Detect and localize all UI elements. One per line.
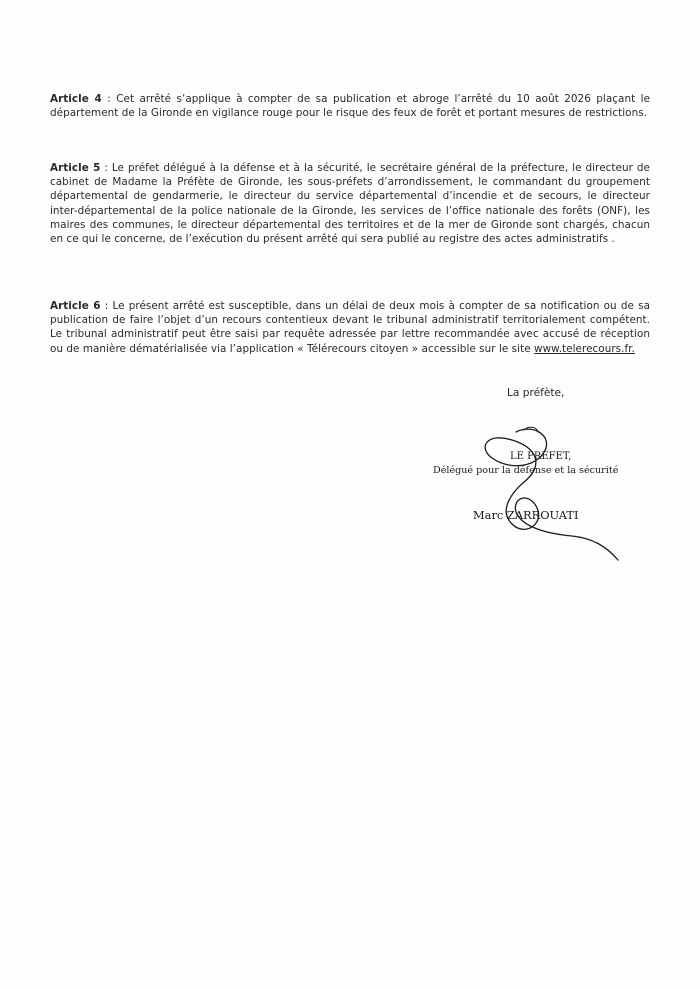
article-6-text: : Le présent arrêté est susceptible, dans un délai de deux mois à compter de sa notification ou de sa publication de faire l’objet d’un recours contentieux devant le tribunal administratif territorialement compétent. Le tribunal administratif peut être saisi par requête adressée par lettre recommandée avec accusé de réception ou de manière dématérialisée via l’application « Télérecours citoyen » accessible sur le site	[50, 300, 650, 355]
signatory-title: LE PREFET,	[510, 451, 572, 462]
article-5	[50, 161, 650, 246]
signature-block	[420, 420, 650, 570]
article-4-label: Article 4	[50, 93, 102, 105]
signatory-role: Délégué pour la défense et la sécurité	[433, 465, 619, 476]
article-6-label: Article 6	[50, 300, 101, 312]
article-5-label: Article 5	[50, 162, 101, 174]
telerecours-link[interactable]: www.telerecours.fr.	[534, 342, 635, 355]
article-6	[50, 299, 650, 356]
signatory-name: Marc ZARROUATI	[473, 508, 579, 522]
article-4	[50, 92, 650, 120]
handwritten-signature-icon	[420, 420, 650, 570]
article-5-text: : Le préfet délégué à la défense et à la sécurité, le secrétaire général de la préfecture, le directeur de cabinet de Madame la Préfète de Gironde, les sous-préfets d’arrondissement, le commandant du groupement départemental de gendarmerie, le directeur du service départemental d’incendie et de secours, le directeur inter-départemental de la police nationale de la Gironde, les services de l’office nationale des forêts (ONF), les maires des communes, le directeur départemental des territoires et de la mer de Gironde sont chargés, chacun en ce qui le concerne, de l’exécution du présent arrêté qui sera publié au registre des actes administratifs .	[50, 162, 650, 246]
article-4-text: : Cet arrêté s’applique à compter de sa publication et abroge l’arrêté du 10 août 2026 plaçant le département de la Gironde en vigilance rouge pour le risque des feux de forêt et portant mesures de restrictions.	[50, 93, 651, 120]
closing-formula: La préfète,	[507, 387, 565, 399]
